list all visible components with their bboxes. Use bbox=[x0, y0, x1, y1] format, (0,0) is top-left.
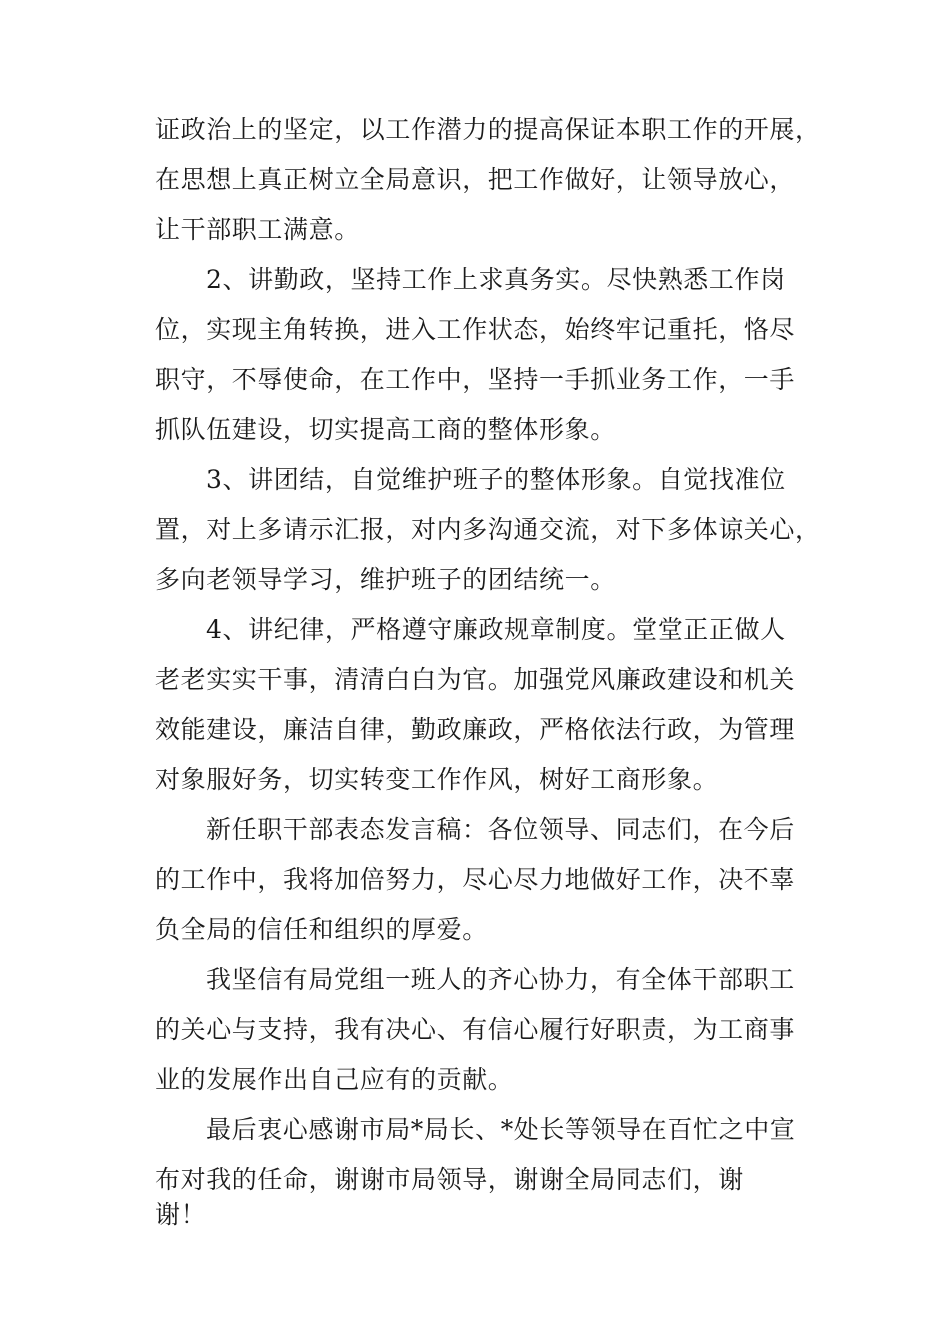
paragraph-start-line: 2、讲勤政，坚持工作上求真务实。尽快熟悉工作岗 bbox=[206, 265, 786, 294]
text-line: 业的发展作出自己应有的贡献。 bbox=[155, 1065, 514, 1094]
text-line: 抓队伍建设，切实提高工商的整体形象。 bbox=[155, 415, 616, 444]
text-line: 布对我的任命，谢谢市局领导，谢谢全局同志们，谢 bbox=[155, 1165, 744, 1194]
text-line: 在思想上真正树立全局意识，把工作做好，让领导放心， bbox=[155, 165, 796, 194]
paragraph-start-line: 我坚信有局党组一班人的齐心协力，有全体干部职工 bbox=[206, 965, 795, 994]
text-line: 效能建设，廉洁自律，勤政廉政，严格依法行政，为管理 bbox=[155, 715, 796, 744]
text-line: 多向老领导学习，维护班子的团结统一。 bbox=[155, 565, 616, 594]
text-line: 负全局的信任和组织的厚爱。 bbox=[155, 915, 488, 944]
text-line: 对象服好务，切实转变工作作风，树好工商形象。 bbox=[155, 765, 719, 794]
text-line: 谢！ bbox=[155, 1200, 207, 1229]
text-line: 的工作中，我将加倍努力，尽心尽力地做好工作，决不辜 bbox=[155, 865, 796, 894]
text-line: 位，实现主角转换，进入工作状态，始终牢记重托，恪尽 bbox=[155, 315, 796, 344]
paragraph-start-line: 4、讲纪律，严格遵守廉政规章制度。堂堂正正做人 bbox=[206, 615, 786, 644]
text-line: 的关心与支持，我有决心、有信心履行好职责，为工商事 bbox=[155, 1015, 796, 1044]
text-line: 置，对上多请示汇报，对内多沟通交流，对下多体谅关心， bbox=[155, 515, 821, 544]
paragraph-start-line: 3、讲团结，自觉维护班子的整体形象。自觉找准位 bbox=[206, 465, 786, 494]
paragraph-start-line: 最后衷心感谢市局*局长、*处长等领导在百忙之中宣 bbox=[206, 1115, 796, 1144]
text-line: 证政治上的坚定，以工作潜力的提高保证本职工作的开展， bbox=[155, 115, 821, 144]
text-line: 职守，不辱使命，在工作中，坚持一手抓业务工作，一手 bbox=[155, 365, 796, 394]
text-line: 老老实实干事，清清白白为官。加强党风廉政建设和机关 bbox=[155, 665, 796, 694]
text-line: 让干部职工满意。 bbox=[155, 215, 360, 244]
paragraph-start-line: 新任职干部表态发言稿：各位领导、同志们，在今后 bbox=[206, 815, 795, 844]
